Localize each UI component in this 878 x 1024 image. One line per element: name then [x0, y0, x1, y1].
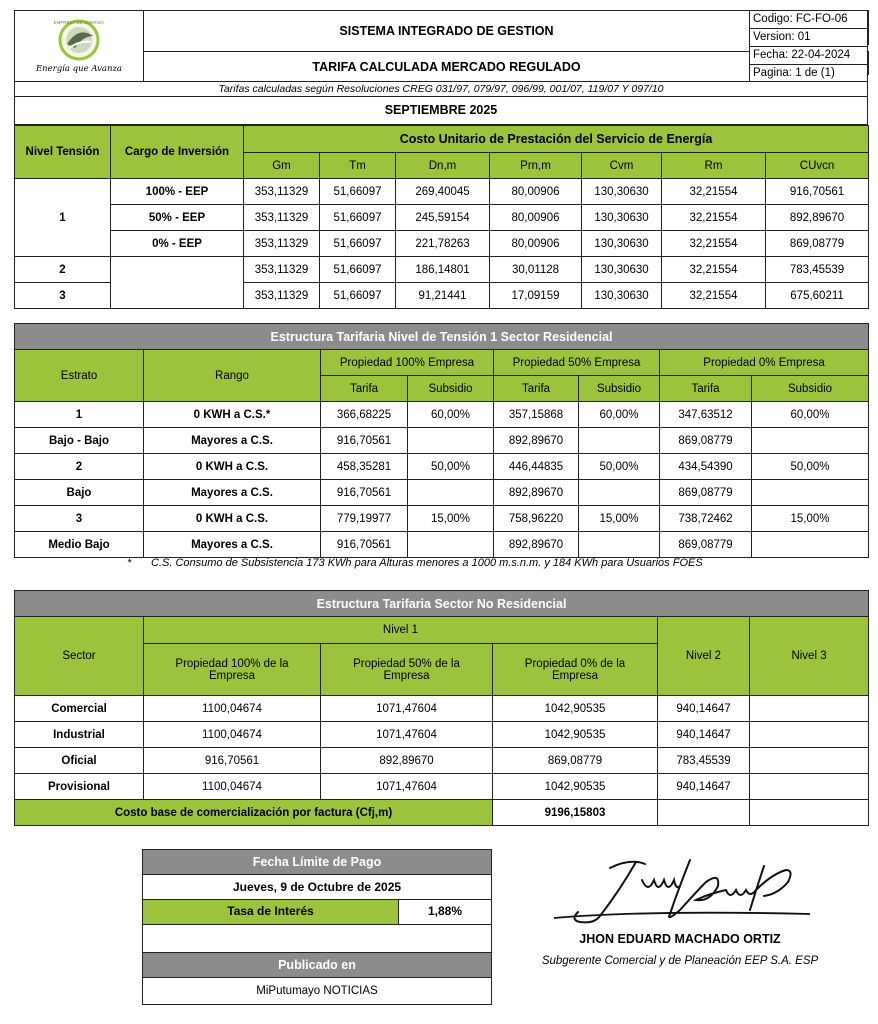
cell: Mayores a C.S. — [144, 480, 321, 506]
costo-base-label: Costo base de comercialización por factura (Cfj,m) — [15, 800, 493, 826]
cell: 17,09159 — [490, 283, 582, 309]
col-nivel-3: Nivel 3 — [750, 617, 869, 696]
company-logo — [15, 11, 144, 82]
sub-subsidio: Subsidio — [752, 376, 869, 402]
cell: Medio Bajo — [15, 532, 144, 558]
col-cargo-inversion: Cargo de Inversión — [111, 126, 244, 179]
cell: Provisional — [15, 774, 144, 800]
cell-empty — [658, 800, 750, 826]
table-row — [15, 748, 869, 774]
doc-codigo-cell: Codigo: FC-FO-06 — [749, 10, 868, 28]
cell: 3 — [15, 506, 144, 532]
cell: 916,70561 — [321, 480, 408, 506]
col-sector: Sector — [15, 617, 144, 696]
cell: 675,60211 — [766, 283, 869, 309]
table-row — [15, 532, 869, 558]
cell — [408, 428, 494, 454]
logo-tagline: Energía que Avanza — [35, 64, 123, 74]
cell: 51,66097 — [320, 283, 396, 309]
cell: 1071,47604 — [321, 696, 493, 722]
tasa-label: Tasa de Interés — [143, 900, 399, 924]
cell: 51,66097 — [320, 179, 396, 205]
cell: 446,44835 — [494, 454, 579, 480]
cell — [408, 480, 494, 506]
tasa-row — [142, 900, 492, 925]
cell — [750, 774, 869, 800]
cell: 130,30630 — [582, 205, 662, 231]
cargo: 0% - EEP — [111, 231, 244, 257]
group-100: Propiedad 100% Empresa — [321, 350, 494, 376]
periodo-title: SEPTIEMBRE 2025 — [14, 97, 868, 125]
cell: 130,30630 — [582, 179, 662, 205]
cell: 738,72462 — [660, 506, 752, 532]
cargo: 100% - EEP — [111, 179, 244, 205]
cell: 0 KWH a C.S. — [144, 454, 321, 480]
cell: 221,78263 — [396, 231, 490, 257]
fecha-limite-label: Fecha Límite de Pago — [142, 849, 492, 875]
col-nivel-1: Nivel 1 — [144, 617, 658, 644]
nivel-2: 2 — [15, 257, 111, 283]
table-row — [15, 257, 869, 283]
cell: 1042,90535 — [493, 696, 658, 722]
cell: Mayores a C.S. — [144, 428, 321, 454]
cell: 916,70561 — [321, 532, 408, 558]
doc-version-cell: Version: 01 — [749, 28, 868, 46]
cell: 1042,90535 — [493, 722, 658, 748]
residencial-title: Estructura Tarifaria Nivel de Tensión 1 Sector Residencial — [15, 324, 869, 350]
cell: 353,11329 — [244, 205, 320, 231]
table-row — [15, 205, 869, 231]
cell: 130,30630 — [582, 283, 662, 309]
cell: 892,89670 — [766, 205, 869, 231]
cell — [752, 532, 869, 558]
cell: 1042,90535 — [493, 774, 658, 800]
resoluciones-note: Tarifas calculadas según Resoluciones CREG 031/97, 079/97, 096/99, 001/07, 119/07 Y 097/10 — [14, 82, 868, 97]
cargo: 50% - EEP — [111, 205, 244, 231]
col-dnm: Dn,m — [396, 153, 490, 179]
table-row — [15, 428, 869, 454]
cell: 892,89670 — [494, 480, 579, 506]
cell: 892,89670 — [321, 748, 493, 774]
table-row — [15, 506, 869, 532]
cell: 1100,04674 — [144, 696, 321, 722]
costo-unitario-title: Costo Unitario de Prestación del Servicio de Energía — [244, 126, 869, 153]
cell: 357,15868 — [494, 402, 579, 428]
cell: 458,35281 — [321, 454, 408, 480]
cell: 1 — [15, 402, 144, 428]
cell — [750, 722, 869, 748]
cell: 15,00% — [752, 506, 869, 532]
cell: 15,00% — [579, 506, 660, 532]
cell: 32,21554 — [662, 257, 766, 283]
group-0: Propiedad 0% Empresa — [660, 350, 869, 376]
cell — [750, 696, 869, 722]
cell: 15,00% — [408, 506, 494, 532]
sub-prop-50: Propiedad 50% de la Empresa — [321, 644, 493, 696]
doc-title: TARIFA CALCULADA MERCADO REGULADO — [144, 52, 750, 82]
doc-fecha-cell: Fecha: 22-04-2024 — [749, 46, 868, 64]
cell: 869,08779 — [493, 748, 658, 774]
cell: Industrial — [15, 722, 144, 748]
cell: 130,30630 — [582, 257, 662, 283]
cell: 245,59154 — [396, 205, 490, 231]
costos-table — [14, 125, 869, 309]
cell: 32,21554 — [662, 205, 766, 231]
sub-subsidio: Subsidio — [579, 376, 660, 402]
cell: 30,01128 — [490, 257, 582, 283]
col-estrato: Estrato — [15, 350, 144, 402]
document-header — [14, 10, 869, 82]
sub-prop-0: Propiedad 0% de la Empresa — [493, 644, 658, 696]
cell: Comercial — [15, 696, 144, 722]
doc-meta-box — [749, 10, 868, 82]
cell: 91,21441 — [396, 283, 490, 309]
sub-tarifa: Tarifa — [660, 376, 752, 402]
cell — [579, 428, 660, 454]
cell: 940,14647 — [658, 774, 750, 800]
firmante-cargo: Subgerente Comercial y de Planeación EEP S.A. ESP — [541, 955, 819, 967]
col-tm: Tm — [320, 153, 396, 179]
cell: 869,08779 — [660, 428, 752, 454]
nivel-3: 3 — [15, 283, 111, 309]
cell: 892,89670 — [494, 428, 579, 454]
cell — [752, 480, 869, 506]
doc-pagina-cell: Pagina: 1 de (1) — [749, 64, 868, 82]
no-residencial-table — [14, 590, 869, 826]
cell: 32,21554 — [662, 231, 766, 257]
table-row — [15, 179, 869, 205]
cell — [750, 748, 869, 774]
col-rm: Rm — [662, 153, 766, 179]
cell: 2 — [15, 454, 144, 480]
fecha-limite-value: Jueves, 9 de Octubre de 2025 — [142, 875, 492, 900]
publicado-value: MiPutumayo NOTICIAS — [142, 978, 492, 1005]
cell: 60,00% — [579, 402, 660, 428]
sub-prop-100: Propiedad 100% de la Empresa — [144, 644, 321, 696]
cell — [752, 428, 869, 454]
cell: 940,14647 — [658, 722, 750, 748]
cell — [408, 532, 494, 558]
cell: 758,96220 — [494, 506, 579, 532]
sub-subsidio: Subsidio — [408, 376, 494, 402]
cell: 940,14647 — [658, 696, 750, 722]
cell: 32,21554 — [662, 179, 766, 205]
spacer — [142, 925, 492, 952]
table-row — [15, 722, 869, 748]
col-nivel-tension: Nivel Tensión — [15, 126, 111, 179]
sub-tarifa: Tarifa — [494, 376, 579, 402]
signature-image — [550, 850, 820, 928]
cell: 50,00% — [752, 454, 869, 480]
footnote-text: C.S. Consumo de Subsistencia 173 KWh para Alturas menores a 1000 m.s.n.m. y 184 KWh para Usuarios FOES — [151, 557, 703, 569]
col-rango: Rango — [144, 350, 321, 402]
cell: 80,00906 — [490, 205, 582, 231]
cell: 269,40045 — [396, 179, 490, 205]
firmante-nombre: JHON EDUARD MACHADO ORTIZ — [579, 932, 781, 946]
cell: 1100,04674 — [144, 774, 321, 800]
cell: 353,11329 — [244, 283, 320, 309]
cell: 869,08779 — [660, 532, 752, 558]
publicado-label: Publicado en — [142, 952, 492, 978]
cell: 869,08779 — [766, 231, 869, 257]
costo-base-value: 9196,15803 — [493, 800, 658, 826]
cell: 353,11329 — [244, 257, 320, 283]
system-title: SISTEMA INTEGRADO DE GESTION — [144, 11, 750, 52]
table-row — [15, 696, 869, 722]
cell-empty — [750, 800, 869, 826]
cell: 916,70561 — [766, 179, 869, 205]
cargo-empty — [111, 257, 244, 309]
cell: 0 KWH a C.S. — [144, 506, 321, 532]
cell — [579, 532, 660, 558]
logo-ring-text: EMPRESA DE ENERGÍA — [53, 20, 105, 25]
cell: 80,00906 — [490, 231, 582, 257]
cell: 353,11329 — [244, 231, 320, 257]
cell: 186,14801 — [396, 257, 490, 283]
cell: 916,70561 — [321, 428, 408, 454]
sub-tarifa: Tarifa — [321, 376, 408, 402]
cell: 869,08779 — [660, 480, 752, 506]
group-50: Propiedad 50% Empresa — [494, 350, 660, 376]
cell: Mayores a C.S. — [144, 532, 321, 558]
tasa-value: 1,88% — [427, 904, 463, 918]
cell: 50,00% — [408, 454, 494, 480]
cell: Oficial — [15, 748, 144, 774]
cell: 1100,04674 — [144, 722, 321, 748]
table-row — [15, 231, 869, 257]
cell: 50,00% — [579, 454, 660, 480]
cell: 347,63512 — [660, 402, 752, 428]
no-residencial-title: Estructura Tarifaria Sector No Residencial — [15, 591, 869, 617]
col-cuvcn: CUvcn — [766, 153, 869, 179]
cell: 60,00% — [752, 402, 869, 428]
cell: 366,68225 — [321, 402, 408, 428]
logo-emblem-icon — [49, 18, 109, 66]
cell: 1071,47604 — [321, 774, 493, 800]
cell: 51,66097 — [320, 205, 396, 231]
cell: Bajo - Bajo — [15, 428, 144, 454]
table-row — [15, 454, 869, 480]
cell: 783,45539 — [658, 748, 750, 774]
cell: 779,19977 — [321, 506, 408, 532]
signature-block — [520, 850, 840, 980]
cell: 0 KWH a C.S.* — [144, 402, 321, 428]
cell: 916,70561 — [144, 748, 321, 774]
cell: 130,30630 — [582, 231, 662, 257]
cell: 51,66097 — [320, 257, 396, 283]
cell: 783,45539 — [766, 257, 869, 283]
col-cvm: Cvm — [582, 153, 662, 179]
col-nivel-2: Nivel 2 — [658, 617, 750, 696]
col-prnm: Prn,m — [490, 153, 582, 179]
pago-box — [142, 849, 492, 1005]
table-row — [15, 402, 869, 428]
table-row — [15, 480, 869, 506]
cell: 80,00906 — [490, 179, 582, 205]
cell: 1071,47604 — [321, 722, 493, 748]
table-row — [15, 774, 869, 800]
residencial-table — [14, 323, 869, 558]
cell: 434,54390 — [660, 454, 752, 480]
cell: 32,21554 — [662, 283, 766, 309]
footnote-mark: * — [127, 557, 132, 569]
cell: 51,66097 — [320, 231, 396, 257]
cell: 892,89670 — [494, 532, 579, 558]
cell: 60,00% — [408, 402, 494, 428]
nivel-1: 1 — [15, 179, 111, 257]
col-gm: Gm — [244, 153, 320, 179]
cell: Bajo — [15, 480, 144, 506]
cell — [579, 480, 660, 506]
cell: 353,11329 — [244, 179, 320, 205]
